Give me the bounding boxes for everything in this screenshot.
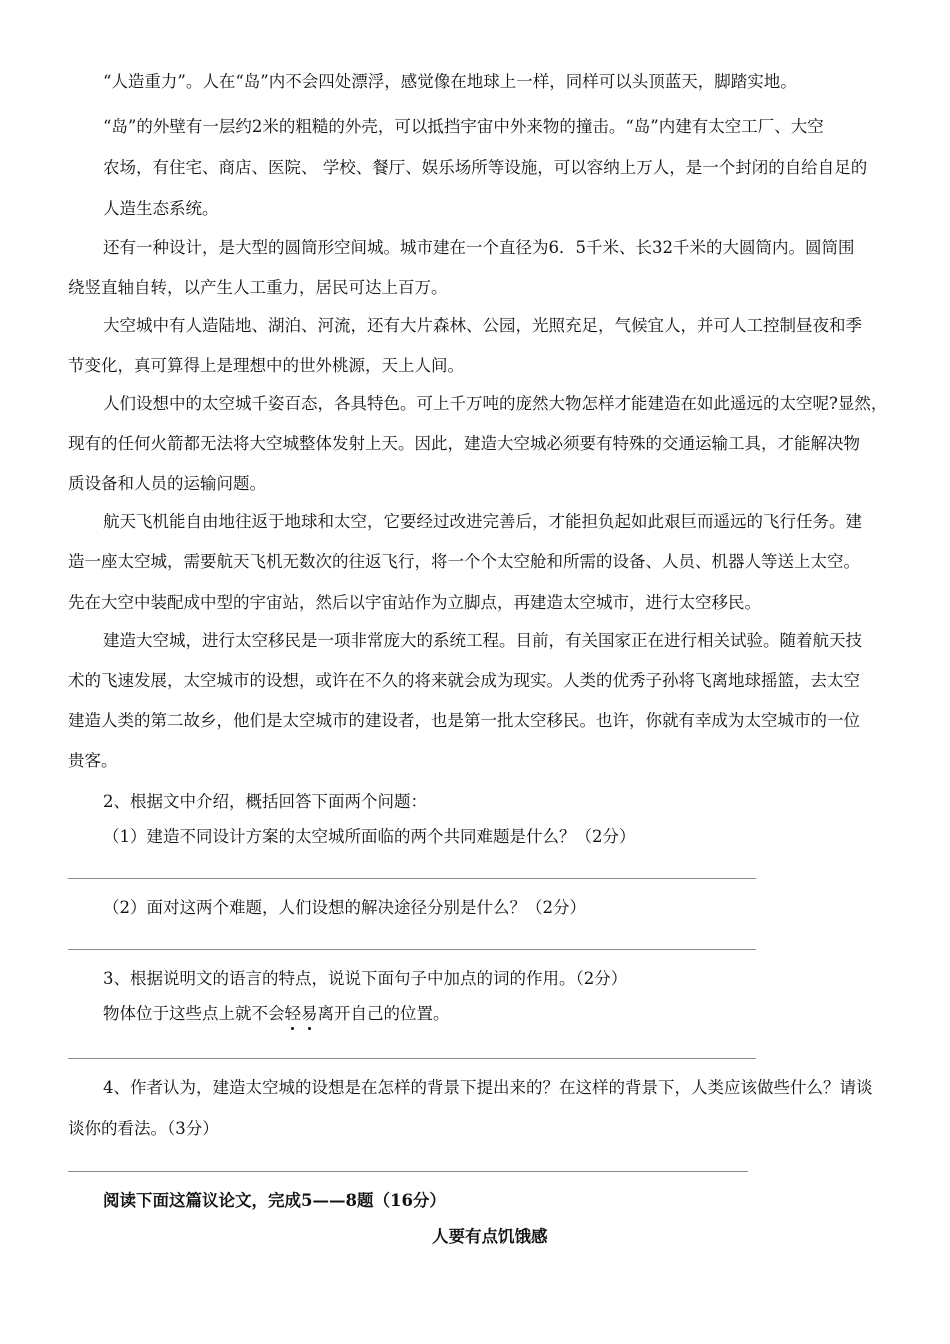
dotted-word-char-1: 轻 [284,1004,301,1023]
answer-line-4[interactable] [68,1171,748,1172]
question-2-part-2: （2）面对这两个难题，人们设想的解决途径分别是什么？（2分） [103,898,586,917]
paragraph-7-line-4: 贵客。 [68,751,118,770]
paragraph-2-line-3: 人造生态系统。 [103,199,219,218]
paragraph-4-line-1: 大空城中有人造陆地、湖泊、河流，还有大片森林、公园，光照充足，气候宜人，并可人工控制昼夜和季 [103,316,862,335]
question-2-prompt: 2、根据文中介绍，概括回答下面两个问题： [103,792,427,811]
question-3-sentence [103,1003,450,1025]
question-4-line-2: 谈你的看法。（3分） [68,1119,219,1138]
paragraph-2-line-2: 农场，有住宅、商店、医院、 学校、餐厅、娱乐场所等设施，可以容纳上万人，是一个封闭的自给自足的 [103,158,868,177]
paragraph-5-line-2: 现有的任何火箭都无法将大空城整体发射上天。因此，建造大空城必须要有特殊的交通运输工具，才能解决物 [68,434,860,453]
paragraph-7-line-2: 术的飞速发展，太空城市的设想，或许在不久的将来就会成为现实。人类的优秀子孙将飞离地球摇篮，去太空 [68,671,860,690]
answer-line-2-2[interactable] [68,949,756,950]
paragraph-1-line-1: “人造重力”。人在“岛”内不会四处漂浮，感觉像在地球上一样，同样可以头顶蓝天，脚踏实地。 [103,72,797,91]
paragraph-6-line-3: 先在大空中装配成中型的宇宙站，然后以宇宙站作为立脚点，再建造太空城市，进行太空移民。 [68,593,761,612]
answer-line-3[interactable] [68,1058,756,1059]
paragraph-3-line-1: 还有一种设计，是大型的圆筒形空间城。城市建在一个直径为6．5千米、长32千米的大圆筒内。圆筒围 [103,238,855,257]
question-2-part-1: （1）建造不同设计方案的太空城所面临的两个共同难题是什么？（2分） [103,827,636,846]
question-3-prompt: 3、根据说明文的语言的特点，说说下面句子中加点的词的作用。（2分） [103,969,628,988]
answer-line-2-1[interactable] [68,878,756,879]
question-3-sentence-after: 离开自己的位置。 [317,1004,450,1023]
paragraph-7-line-1: 建造大空城，进行太空移民是一项非常庞大的系统工程。目前，有关国家正在进行相关试验。随着航天技 [103,631,862,650]
paragraph-6-line-2: 造一座太空城，需要航天飞机无数次的往返飞行，将一个个太空舱和所需的设备、人员、机器人等送上太空。 [68,552,860,571]
dotted-word-char-2: 易 [301,1004,318,1023]
paragraph-5-line-3: 质设备和人员的运输问题。 [68,474,266,493]
question-3-sentence-before: 物体位于这些点上就不会 [103,1004,285,1023]
paragraph-2-line-1: “岛”的外壁有一层约2米的粗糙的外壳，可以抵挡宇宙中外来物的撞击。“岛”内建有太空工厂、大空 [103,117,824,136]
paragraph-7-line-3: 建造人类的第二故乡，他们是太空城市的建设者，也是第一批太空移民。也许，你就有幸成为太空城市的一位 [68,711,860,730]
question-4-line-1: 4、作者认为，建造太空城的设想是在怎样的背景下提出来的？在这样的背景下，人类应该做些什么？请谈 [103,1078,873,1097]
paragraph-5-line-1: 人们设想中的太空城千姿百态，各具特色。可上千万吨的庞然大物怎样才能建造在如此遥远的太空呢?显然， [103,394,888,413]
paragraph-4-line-2: 节变化，真可算得上是理想中的世外桃源，天上人间。 [68,356,464,375]
article-title: 人要有点饥饿感 [432,1227,548,1246]
paragraph-3-line-2: 绕竖直轴自转，以产生人工重力，居民可达上百万。 [68,278,448,297]
section-instruction: 阅读下面这篇议论文，完成5——8题（16分） [103,1191,446,1210]
paragraph-6-line-1: 航天飞机能自由地往返于地球和太空，它要经过改进完善后，才能担负起如此艰巨而遥远的飞行任务。建 [103,512,862,531]
